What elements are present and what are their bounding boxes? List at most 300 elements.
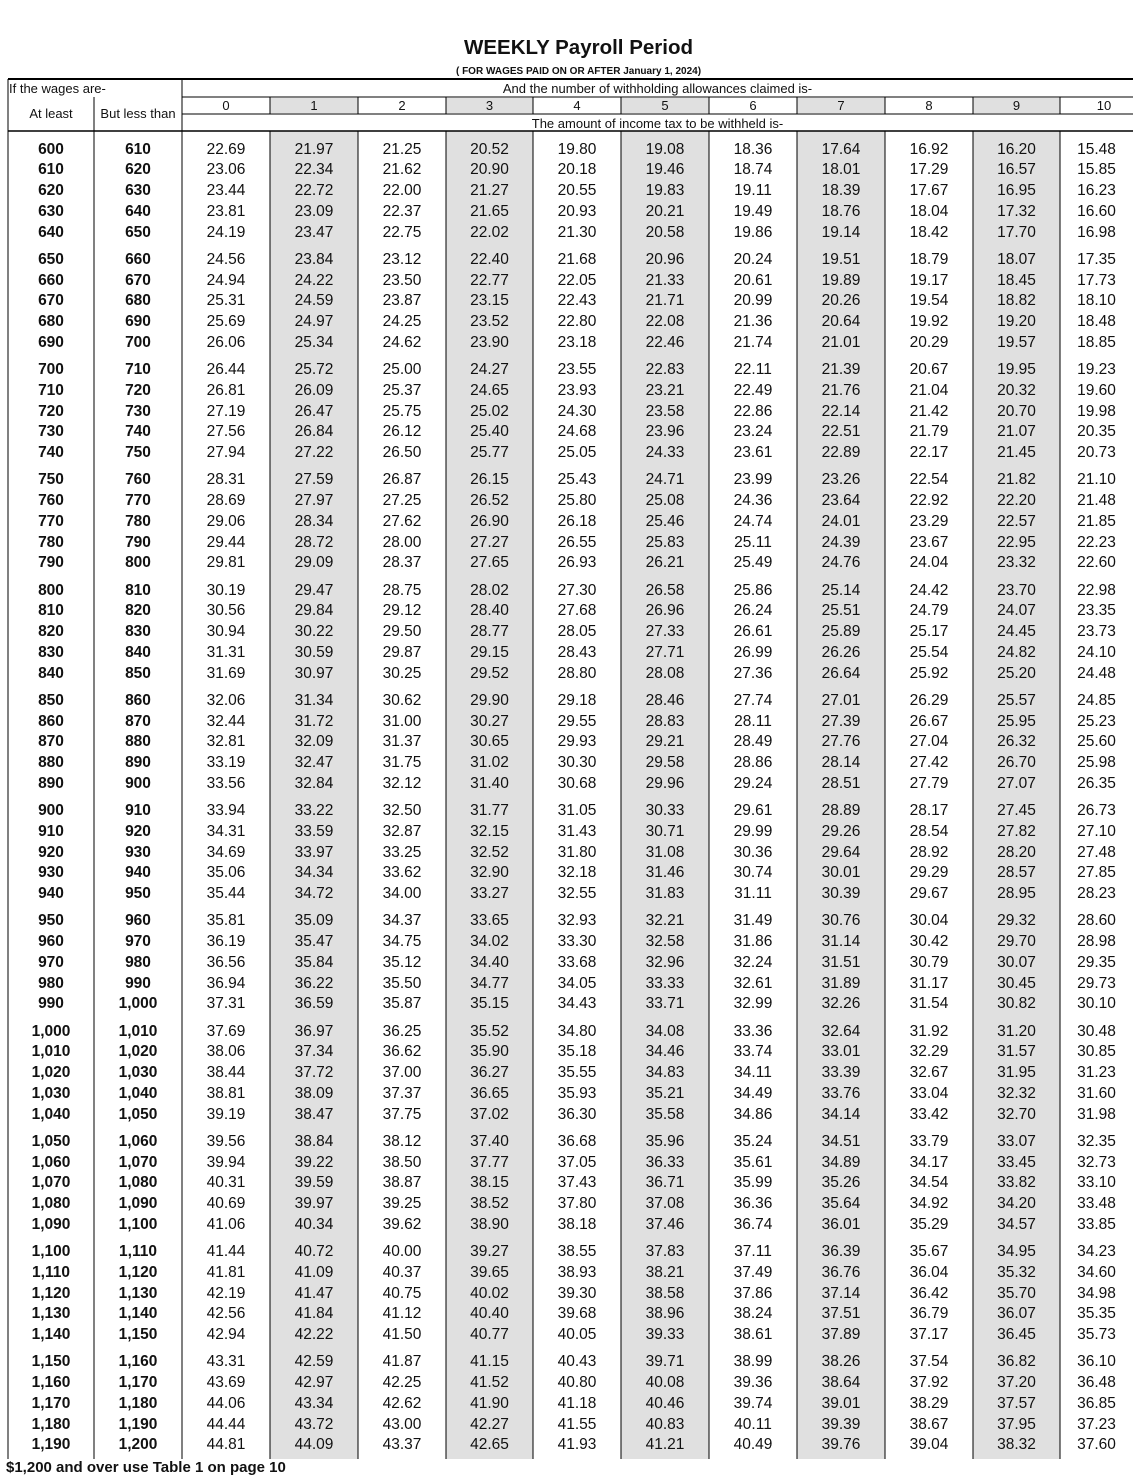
withholding-amount-cell: 42.27 (470, 1415, 509, 1433)
withholding-amount-cell: 26.55 (557, 533, 597, 551)
withholding-amount-cell: 35.61 (733, 1153, 773, 1171)
at-least-cell: 720 (38, 402, 64, 420)
but-less-than-cell: 620 (125, 161, 151, 179)
withholding-amount-cell: 43.69 (206, 1374, 246, 1391)
withholding-amount-cell: 39.36 (733, 1374, 773, 1391)
withholding-amount-cell: 36.65 (470, 1084, 509, 1102)
at-least-cell: 850 (38, 691, 64, 709)
withholding-amount-cell: 24.85 (1077, 691, 1116, 709)
withholding-amount-cell: 21.79 (909, 423, 949, 441)
withholding-amount-cell: 35.81 (206, 912, 246, 930)
withholding-amount-cell: 23.93 (557, 381, 597, 399)
withholding-amount-cell: 27.94 (206, 444, 246, 461)
withholding-amount-cell: 34.75 (382, 933, 422, 950)
withholding-amount-cell: 39.97 (294, 1195, 334, 1212)
withholding-amount-cell: 29.50 (382, 623, 422, 640)
withholding-amount-cell: 23.26 (821, 471, 861, 489)
withholding-amount-cell: 18.45 (997, 271, 1036, 289)
withholding-amount-cell: 29.18 (557, 691, 597, 709)
withholding-amount-cell: 28.75 (382, 581, 422, 599)
at-least-cell: 950 (38, 912, 64, 930)
at-least-cell: 1,020 (31, 1064, 71, 1081)
withholding-amount-cell: 31.89 (821, 974, 861, 992)
withholding-amount-cell: 18.82 (997, 292, 1036, 310)
withholding-amount-cell: 29.09 (294, 554, 334, 572)
withholding-amount-cell: 39.76 (821, 1436, 861, 1454)
withholding-amount-cell: 34.95 (997, 1243, 1036, 1260)
withholding-amount-cell: 31.49 (733, 912, 773, 930)
withholding-amount-cell: 34.89 (821, 1153, 861, 1171)
withholding-amount-cell: 28.54 (909, 822, 949, 840)
at-least-cell: 1,010 (31, 1043, 71, 1061)
withholding-amount-cell: 30.74 (733, 864, 773, 882)
withholding-amount-cell: 26.50 (382, 444, 422, 461)
withholding-amount-cell: 31.75 (382, 754, 422, 771)
withholding-amount-cell: 28.00 (382, 533, 422, 551)
withholding-amount-cell: 34.60 (1077, 1263, 1116, 1281)
withholding-amount-cell: 21.42 (909, 402, 949, 420)
withholding-amount-cell: 18.85 (1077, 333, 1116, 351)
but-less-than-cell: 940 (125, 864, 151, 882)
withholding-amount-cell: 31.20 (997, 1022, 1036, 1040)
withholding-amount-cell: 26.52 (470, 492, 509, 509)
withholding-amount-cell: 40.80 (557, 1374, 597, 1391)
withholding-amount-cell: 35.93 (557, 1084, 597, 1102)
withholding-amount-cell: 32.55 (557, 885, 597, 902)
withholding-amount-cell: 37.80 (557, 1195, 597, 1212)
withholding-amount-cell: 38.09 (294, 1084, 334, 1102)
but-less-than-cell: 710 (125, 361, 151, 378)
withholding-amount-cell: 29.06 (206, 512, 246, 530)
withholding-amount-cell: 27.36 (733, 664, 773, 682)
at-least-cell: 790 (38, 554, 64, 572)
withholding-amount-cell: 34.17 (909, 1153, 949, 1171)
withholding-amount-cell: 38.99 (733, 1353, 773, 1371)
withholding-amount-cell: 42.65 (470, 1436, 509, 1454)
but-less-than-cell: 1,150 (118, 1326, 158, 1343)
withholding-amount-cell: 34.51 (821, 1132, 861, 1150)
withholding-amount-cell: 35.18 (557, 1043, 597, 1061)
at-least-cell: 610 (38, 161, 64, 179)
withholding-amount-cell: 33.74 (733, 1043, 773, 1061)
at-least-cell: 820 (38, 623, 64, 640)
withholding-amount-cell: 30.27 (470, 712, 509, 730)
withholding-amount-cell: 38.50 (382, 1153, 422, 1171)
but-less-than-cell: 1,130 (118, 1284, 158, 1302)
withholding-amount-cell: 31.00 (382, 712, 422, 730)
withholding-amount-cell: 28.57 (997, 864, 1036, 882)
withholding-amount-cell: 24.97 (294, 313, 334, 330)
at-least-cell: 960 (38, 933, 64, 950)
withholding-amount-cell: 29.21 (645, 733, 685, 751)
withholding-amount-cell: 24.22 (294, 271, 334, 289)
withholding-amount-cell: 24.94 (206, 271, 246, 289)
withholding-amount-cell: 39.22 (294, 1153, 334, 1171)
withholding-amount-cell: 31.86 (733, 933, 773, 950)
withholding-amount-cell: 41.93 (557, 1436, 597, 1454)
at-least-cell: 740 (38, 444, 64, 461)
withholding-amount-cell: 27.07 (997, 774, 1036, 792)
withholding-amount-cell: 37.69 (206, 1022, 246, 1040)
allowance-col-header-7: 7 (837, 98, 845, 113)
withholding-amount-cell: 35.84 (294, 953, 334, 971)
withholding-amount-cell: 21.45 (997, 444, 1036, 461)
withholding-amount-cell: 26.15 (470, 471, 509, 489)
withholding-amount-cell: 24.25 (382, 313, 422, 330)
withholding-amount-cell: 38.24 (733, 1305, 773, 1323)
at-least-cell: 1,050 (31, 1132, 71, 1150)
at-least-cell: 620 (38, 182, 64, 199)
withholding-amount-cell: 38.44 (206, 1064, 246, 1081)
withholding-amount-cell: 36.71 (645, 1174, 685, 1192)
at-least-cell: 860 (38, 712, 64, 730)
withholding-amount-cell: 25.86 (733, 581, 773, 599)
withholding-amount-cell: 28.86 (733, 754, 773, 771)
withholding-amount-cell: 26.67 (909, 712, 949, 730)
withholding-amount-cell: 25.77 (470, 444, 509, 461)
withholding-amount-cell: 37.40 (470, 1132, 509, 1150)
withholding-amount-cell: 18.48 (1077, 313, 1116, 330)
but-less-than-cell: 1,160 (118, 1353, 158, 1371)
withholding-amount-cell: 41.90 (470, 1394, 509, 1412)
but-less-than-cell: 790 (125, 533, 151, 551)
at-least-cell: 680 (38, 313, 64, 330)
at-least-cell: 700 (38, 361, 64, 378)
withholding-amount-cell: 34.69 (206, 843, 246, 861)
withholding-amount-cell: 40.08 (645, 1374, 685, 1391)
withholding-amount-cell: 39.04 (909, 1436, 949, 1454)
withholding-amount-cell: 35.55 (557, 1064, 597, 1081)
withholding-amount-cell: 39.27 (470, 1243, 509, 1260)
withholding-amount-cell: 33.45 (997, 1153, 1036, 1171)
withholding-amount-cell: 24.07 (997, 602, 1036, 620)
withholding-amount-cell: 20.64 (821, 313, 861, 330)
withholding-amount-cell: 37.89 (821, 1326, 861, 1343)
withholding-amount-cell: 28.46 (645, 691, 685, 709)
withholding-amount-cell: 35.90 (470, 1043, 509, 1061)
withholding-amount-cell: 23.29 (909, 512, 949, 530)
withholding-amount-cell: 25.00 (382, 361, 422, 378)
withholding-amount-cell: 35.67 (909, 1243, 949, 1260)
withholding-amount-cell: 30.36 (733, 843, 773, 861)
withholding-amount-cell: 40.00 (382, 1243, 422, 1260)
withholding-amount-cell: 30.71 (645, 822, 685, 840)
withholding-amount-cell: 36.04 (909, 1263, 949, 1281)
withholding-amount-cell: 40.72 (294, 1243, 334, 1260)
withholding-amount-cell: 33.36 (733, 1022, 773, 1040)
allowance-col-header-0: 0 (222, 98, 230, 113)
withholding-amount-cell: 28.23 (1077, 885, 1116, 902)
withholding-amount-cell: 20.99 (733, 292, 773, 310)
withholding-amount-cell: 38.96 (645, 1305, 685, 1323)
withholding-amount-cell: 24.76 (821, 554, 861, 572)
allowance-col-header-4: 4 (573, 98, 581, 113)
withholding-amount-cell: 20.93 (557, 202, 597, 220)
withholding-amount-cell: 25.89 (821, 623, 861, 640)
allowance-col-header-8: 8 (925, 98, 933, 113)
withholding-amount-cell: 30.04 (909, 912, 949, 930)
but-less-than-cell: 780 (125, 512, 151, 530)
at-least-cell: 870 (38, 733, 64, 751)
at-least-cell: 900 (38, 802, 64, 819)
withholding-amount-cell: 36.68 (557, 1132, 597, 1150)
withholding-amount-cell: 26.90 (470, 512, 509, 530)
withholding-amount-cell: 39.33 (645, 1326, 685, 1343)
withholding-amount-cell: 25.95 (997, 712, 1036, 730)
withholding-amount-cell: 29.47 (294, 581, 334, 599)
withholding-amount-cell: 35.58 (645, 1105, 685, 1123)
allowance-col-header-10: 10 (1096, 98, 1112, 113)
withholding-amount-cell: 23.64 (821, 492, 861, 509)
withholding-amount-cell: 31.17 (909, 974, 949, 992)
withholding-amount-cell: 32.18 (557, 864, 597, 882)
withholding-amount-cell: 34.14 (821, 1105, 861, 1123)
withholding-amount-cell: 19.86 (733, 223, 773, 241)
withholding-amount-cell: 40.40 (470, 1305, 509, 1323)
withholding-amount-cell: 21.85 (1077, 512, 1116, 530)
but-less-than-cell: 1,200 (118, 1436, 158, 1454)
but-less-than-cell: 660 (125, 250, 151, 268)
at-least-cell: 1,120 (31, 1284, 71, 1302)
withholding-amount-cell: 26.44 (206, 361, 246, 378)
withholding-amount-cell: 36.48 (1077, 1374, 1116, 1391)
withholding-amount-cell: 32.87 (382, 822, 422, 840)
withholding-amount-cell: 28.80 (557, 664, 597, 682)
but-less-than-cell: 870 (125, 712, 151, 730)
withholding-amount-cell: 32.96 (645, 953, 685, 971)
but-less-than-cell: 690 (125, 313, 151, 330)
withholding-amount-cell: 26.99 (733, 643, 773, 661)
withholding-amount-cell: 20.70 (997, 402, 1036, 420)
withholding-amount-cell: 22.46 (645, 333, 685, 351)
withholding-amount-cell: 19.46 (645, 161, 685, 179)
withholding-amount-cell: 22.00 (382, 182, 422, 199)
withholding-amount-cell: 40.11 (734, 1415, 772, 1433)
at-least-cell: 1,090 (31, 1215, 71, 1233)
withholding-amount-cell: 28.60 (1077, 912, 1116, 930)
withholding-amount-cell: 36.59 (294, 995, 334, 1013)
but-less-than-cell: 760 (125, 471, 151, 489)
withholding-amount-cell: 30.22 (294, 623, 334, 640)
withholding-amount-cell: 22.51 (821, 423, 861, 441)
but-less-than-cell: 740 (125, 423, 151, 441)
withholding-amount-cell: 31.08 (645, 843, 685, 861)
withholding-amount-cell: 35.21 (645, 1084, 685, 1102)
withholding-amount-cell: 35.99 (733, 1174, 773, 1192)
withholding-amount-cell: 37.00 (382, 1064, 422, 1081)
withholding-amount-cell: 38.81 (206, 1084, 246, 1102)
withholding-amount-cell: 25.14 (821, 581, 861, 599)
but-less-than-cell: 820 (125, 602, 151, 620)
at-least-cell: 1,080 (31, 1195, 71, 1212)
withholding-amount-cell: 19.54 (909, 292, 949, 310)
withholding-amount-cell: 32.32 (997, 1084, 1036, 1102)
but-less-than-cell: 990 (125, 974, 151, 992)
at-least-cell: 1,170 (31, 1394, 71, 1412)
withholding-amount-cell: 28.05 (557, 623, 597, 640)
but-less-than-cell: 720 (125, 381, 151, 399)
withholding-amount-cell: 20.55 (557, 182, 597, 199)
withholding-amount-cell: 34.86 (733, 1105, 773, 1123)
withholding-amount-cell: 42.22 (294, 1326, 334, 1343)
withholding-amount-cell: 16.60 (1077, 202, 1116, 220)
at-least-cell: 1,060 (31, 1153, 71, 1171)
withholding-amount-cell: 34.77 (470, 974, 509, 992)
withholding-amount-cell: 16.92 (909, 140, 949, 158)
withholding-amount-cell: 40.69 (206, 1195, 246, 1212)
withholding-amount-cell: 30.48 (1077, 1022, 1116, 1040)
withholding-amount-cell: 24.65 (470, 381, 509, 399)
withholding-amount-cell: 32.21 (645, 912, 685, 930)
withholding-amount-cell: 21.71 (645, 292, 685, 310)
withholding-amount-cell: 38.06 (206, 1043, 246, 1061)
withholding-amount-cell: 23.81 (206, 202, 246, 220)
withholding-amount-cell: 18.79 (909, 250, 949, 268)
but-less-than-cell: 930 (125, 843, 151, 861)
withholding-amount-cell: 24.33 (645, 444, 685, 461)
withholding-amount-cell: 23.44 (206, 182, 246, 199)
withholding-amount-cell: 21.01 (821, 333, 861, 351)
withholding-amount-cell: 20.35 (1077, 423, 1116, 441)
withholding-amount-cell: 35.15 (470, 995, 509, 1013)
withholding-amount-cell: 29.81 (206, 554, 246, 572)
wages-header: If the wages are- (9, 81, 106, 96)
withholding-amount-cell: 38.64 (821, 1374, 861, 1391)
withholding-amount-cell: 18.74 (733, 161, 773, 179)
withholding-amount-cell: 29.12 (382, 602, 422, 620)
withholding-amount-cell: 29.44 (206, 533, 246, 551)
withholding-amount-cell: 41.50 (382, 1326, 422, 1343)
withholding-amount-cell: 40.77 (470, 1326, 509, 1343)
withholding-amount-cell: 24.82 (997, 643, 1036, 661)
withholding-amount-cell: 27.68 (557, 602, 597, 620)
but-less-than-cell: 1,040 (118, 1084, 158, 1102)
withholding-amount-cell: 27.97 (294, 492, 334, 509)
withholding-amount-cell: 31.60 (1077, 1084, 1116, 1102)
but-less-than-cell: 960 (125, 912, 151, 930)
withholding-amount-cell: 25.75 (382, 402, 422, 420)
withholding-amount-cell: 38.67 (909, 1415, 949, 1433)
withholding-amount-cell: 36.10 (1077, 1353, 1116, 1371)
withholding-amount-cell: 21.30 (557, 223, 597, 241)
withholding-amount-cell: 33.39 (821, 1064, 861, 1081)
withholding-amount-cell: 31.31 (206, 643, 246, 661)
withholding-amount-cell: 28.51 (821, 774, 861, 792)
but-less-than-cell: 800 (125, 554, 151, 572)
but-less-than-cell: 920 (125, 822, 151, 840)
withholding-amount-cell: 34.83 (645, 1064, 685, 1081)
at-least-cell: 1,150 (31, 1353, 71, 1371)
withholding-amount-cell: 29.32 (997, 912, 1036, 930)
but-less-than-cell: 1,090 (118, 1195, 158, 1212)
withholding-amount-cell: 26.24 (733, 602, 773, 620)
withholding-amount-cell: 34.37 (382, 912, 422, 930)
withholding-amount-cell: 41.47 (294, 1284, 334, 1302)
withholding-amount-cell: 27.42 (909, 754, 949, 771)
withholding-amount-cell: 19.89 (821, 271, 861, 289)
withholding-amount-cell: 33.85 (1077, 1215, 1116, 1233)
withholding-amount-cell: 24.27 (470, 361, 509, 378)
withholding-amount-cell: 37.49 (733, 1263, 773, 1281)
withholding-amount-cell: 28.14 (821, 754, 861, 771)
withholding-amount-cell: 20.90 (470, 161, 509, 179)
withholding-amount-cell: 23.61 (733, 444, 773, 461)
withholding-amount-cell: 21.36 (733, 313, 773, 330)
withholding-amount-cell: 31.05 (557, 802, 597, 819)
withholding-amount-cell: 26.58 (645, 581, 685, 599)
withholding-amount-cell: 29.35 (1077, 953, 1116, 971)
withholding-amount-cell: 23.47 (294, 223, 334, 241)
withholding-amount-cell: 22.83 (645, 361, 685, 378)
withholding-amount-cell: 37.92 (909, 1374, 949, 1391)
withholding-amount-cell: 32.90 (470, 864, 509, 882)
withholding-amount-cell: 30.39 (821, 885, 861, 902)
withholding-amount-cell: 26.29 (909, 691, 949, 709)
withholding-amount-cell: 24.01 (821, 512, 861, 530)
at-least-cell: 760 (38, 492, 64, 509)
withholding-amount-cell: 25.69 (206, 313, 246, 330)
withholding-amount-cell: 36.25 (382, 1022, 422, 1040)
withholding-amount-cell: 44.06 (206, 1394, 246, 1412)
withholding-amount-cell: 26.35 (1077, 774, 1116, 792)
withholding-amount-cell: 36.07 (997, 1305, 1036, 1323)
withholding-amount-cell: 25.51 (821, 602, 861, 620)
withholding-amount-cell: 38.29 (909, 1394, 949, 1412)
withholding-amount-cell: 25.20 (997, 664, 1036, 682)
withholding-amount-cell: 33.62 (382, 864, 422, 882)
allowance-col-header-5: 5 (661, 98, 669, 113)
withholding-amount-cell: 33.25 (382, 843, 422, 861)
withholding-amount-cell: 37.60 (1077, 1436, 1116, 1454)
withholding-amount-cell: 38.55 (557, 1243, 597, 1260)
withholding-amount-cell: 22.34 (294, 161, 334, 179)
withholding-amount-cell: 35.47 (294, 933, 334, 950)
withholding-amount-cell: 37.75 (382, 1105, 422, 1123)
withholding-amount-cell: 33.65 (470, 912, 509, 930)
but-less-than-cell: 830 (125, 623, 151, 640)
withholding-amount-cell: 35.29 (909, 1215, 949, 1233)
withholding-amount-cell: 39.65 (470, 1263, 509, 1281)
withholding-amount-cell: 22.43 (557, 292, 597, 310)
withholding-amount-cell: 23.70 (997, 581, 1036, 599)
withholding-amount-cell: 37.31 (206, 995, 246, 1013)
withholding-amount-cell: 32.29 (909, 1043, 949, 1061)
withholding-amount-cell: 30.65 (470, 733, 509, 751)
but-less-than-cell: 650 (125, 223, 151, 241)
withholding-amount-cell: 31.02 (470, 754, 509, 771)
withholding-amount-cell: 30.85 (1077, 1043, 1116, 1061)
withholding-amount-cell: 20.24 (733, 250, 773, 268)
withholding-amount-cell: 30.42 (909, 933, 949, 950)
withholding-amount-cell: 31.95 (997, 1064, 1036, 1081)
withholding-amount-cell: 35.35 (1077, 1305, 1116, 1323)
withholding-amount-cell: 26.18 (557, 512, 597, 530)
withholding-amount-cell: 16.20 (997, 140, 1036, 158)
withholding-amount-cell: 32.93 (557, 912, 597, 930)
withholding-amount-cell: 32.84 (294, 774, 334, 792)
withholding-amount-cell: 29.87 (382, 643, 422, 661)
withholding-amount-cell: 22.37 (382, 202, 422, 220)
withholding-amount-cell: 30.45 (997, 974, 1036, 992)
withholding-amount-cell: 23.58 (645, 402, 685, 420)
withholding-amount-cell: 37.14 (821, 1284, 861, 1302)
withholding-amount-cell: 41.06 (206, 1215, 246, 1233)
withholding-amount-cell: 33.30 (557, 933, 597, 950)
withholding-amount-cell: 26.70 (997, 754, 1036, 771)
but-less-than-cell: 1,170 (118, 1374, 158, 1391)
withholding-amount-cell: 18.04 (909, 202, 949, 220)
withholding-amount-cell: 24.19 (206, 223, 246, 241)
